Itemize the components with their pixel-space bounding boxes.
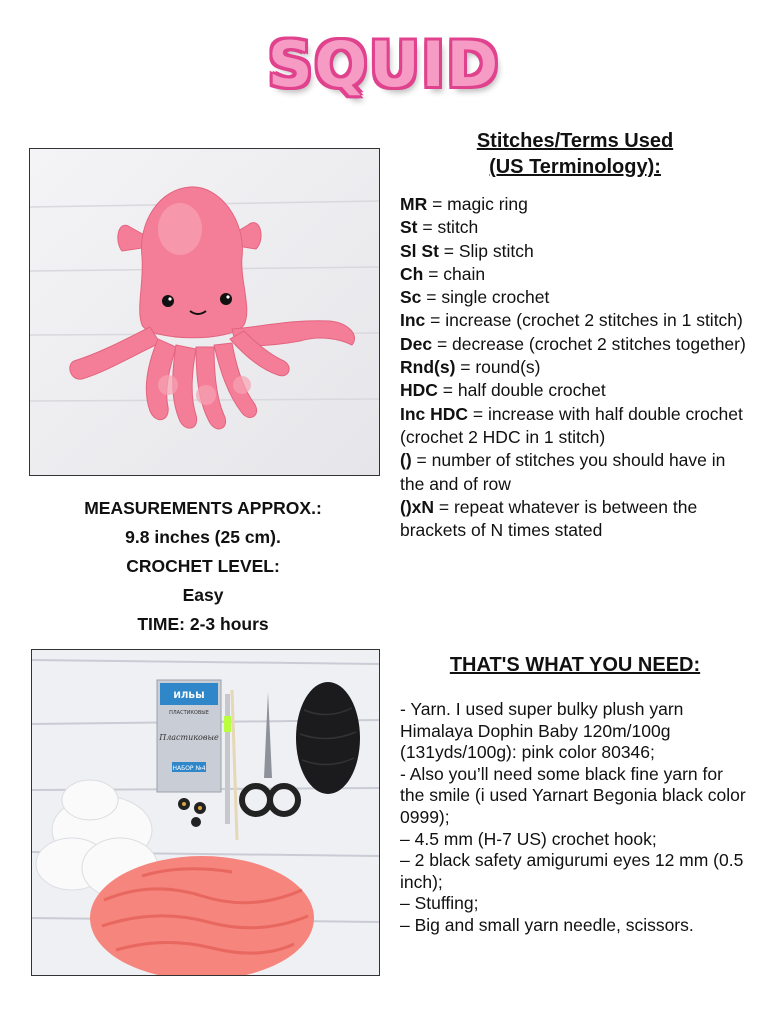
terms-heading — [400, 128, 750, 180]
crochet-level-value: Easy — [182, 585, 224, 605]
term-desc: = repeat whatever is between the brackets of N times stated — [400, 496, 698, 541]
need-item: - Yarn. I used super bulky plush yarn Himalaya Dophin Baby 120m/100g (131yds/100g): pink color 80346; — [400, 699, 684, 763]
term-desc: = chain — [423, 263, 486, 284]
need-item: – 4.5 mm (H-7 US) crochet hook; — [400, 828, 657, 849]
terms-heading-line1: Stitches/Terms Used — [476, 130, 674, 152]
terms-heading-line2: (US Terminology): — [489, 156, 661, 178]
term-item — [400, 309, 752, 332]
term-item — [400, 263, 752, 286]
measurements-block — [30, 494, 376, 639]
eyes-card-pack: НАБОР №4 — [172, 765, 206, 772]
term-desc: = increase (crochet 2 stitches in 1 stitch) — [425, 310, 743, 331]
term-desc: = stitch — [417, 217, 479, 238]
term-item — [400, 449, 752, 496]
term-desc: = increase with half double crochet (crochet 2 HDC in 1 stitch) — [400, 403, 743, 447]
term-abbr: Dec — [400, 333, 433, 354]
term-item — [400, 240, 752, 263]
term-abbr: Inc HDC — [400, 403, 469, 424]
term-item — [400, 286, 752, 309]
measurements-value: 9.8 inches (25 cm). — [125, 527, 281, 547]
need-item: – 2 black safety amigurumi eyes 12 mm (0.5 inch); — [400, 850, 744, 892]
need-item: – Stuffing; — [400, 893, 479, 914]
page-title: SQUID — [267, 28, 501, 101]
need-item: - Also you’ll need some black fine yarn for the smile (i used Yarnart Begonia black color 0999); — [400, 763, 746, 827]
term-item — [400, 379, 752, 402]
need-item: – Big and small yarn needle, scissors. — [400, 914, 694, 935]
eyes-card-subtitle: ПЛАСТИКОВЫЕ — [169, 710, 209, 716]
term-item — [400, 216, 752, 239]
term-item — [400, 403, 752, 450]
terms-list — [400, 193, 752, 542]
term-desc: = Slip stitch — [438, 240, 534, 261]
term-abbr: () — [400, 450, 412, 471]
needs-heading: THAT'S WHAT YOU NEED: — [449, 654, 701, 676]
time-label: TIME: 2-3 hours — [137, 614, 269, 634]
term-item — [400, 333, 752, 356]
term-desc: = half double crochet — [437, 380, 606, 401]
term-abbr: Inc — [400, 310, 426, 331]
needs-list — [400, 699, 752, 937]
eyes-card-script: Пластиковые — [159, 733, 219, 742]
term-abbr: St — [400, 217, 418, 238]
term-desc: = round(s) — [455, 357, 541, 378]
term-abbr: Rnd(s) — [400, 357, 456, 378]
crochet-level-label: CROCHET LEVEL: — [126, 556, 280, 576]
term-abbr: MR — [400, 194, 428, 214]
term-abbr: Sc — [400, 287, 422, 308]
term-abbr: Sl St — [400, 240, 439, 261]
term-abbr: Ch — [400, 263, 424, 284]
term-item — [400, 496, 752, 543]
term-item — [400, 193, 752, 216]
supplies-photo — [31, 649, 380, 976]
term-abbr: HDC — [400, 380, 438, 401]
eyes-card-brand: ИЛЬЫ — [173, 691, 205, 701]
term-desc: = single crochet — [421, 287, 550, 308]
squid-photo — [29, 148, 380, 476]
measurements-label: MEASUREMENTS APPROX.: — [84, 498, 322, 518]
term-desc: = number of stitches you should have in the and of row — [400, 450, 726, 494]
term-desc: = decrease (crochet 2 stitches together) — [432, 333, 746, 354]
term-abbr: ()xN — [400, 496, 435, 517]
term-desc: = magic ring — [427, 194, 528, 214]
term-item — [400, 356, 752, 379]
